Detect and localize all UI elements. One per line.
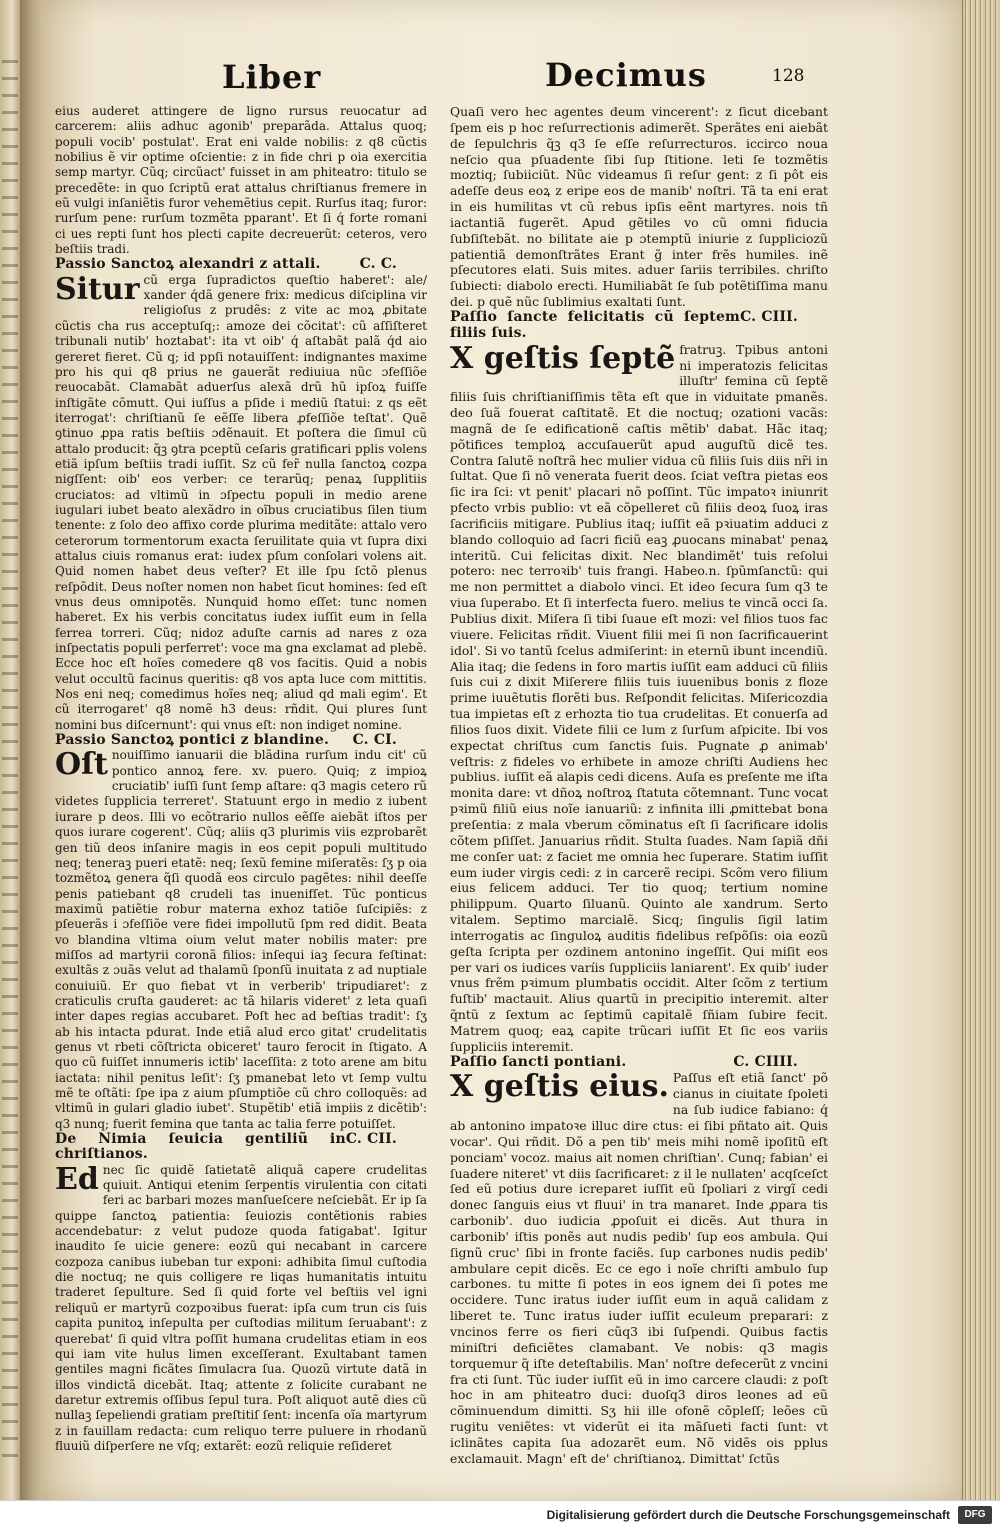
chapter-rubric	[450, 1055, 828, 1071]
chapter-rubric	[450, 310, 828, 342]
chapter-number: C. CIII.	[740, 308, 798, 325]
left-text-column	[55, 104, 427, 1454]
rubric-title: Passio Sanctoꝝ pontici z blandine.	[55, 732, 330, 749]
chapter-paragraph	[55, 1163, 427, 1455]
paragraph-text: Paſſus eſt etiã ſanct' põ cianus in ciuitate ſpoleti na ſub iudice fabiano: q́ ab antonino impatoꝛe illuc dire ctus: ei ſibi pñtato ait. Quis vocar'. Qui rñdit. Dõ a pen tib' meis mihi nomẽ ipoſitũ eſt ponciam' vocoz. maius ait nomen chriſtian'. Cunq; fabian' ei ſuadere niteret' vt diis ſacrificaret: z il le nullaten' acqſceſct ſed eũ potius dure icreparet iuſſit eũ ſpoliari z virgĩ cedi donec ſanguis eius vt fluui' in tra manaret. Inde ꝓpara tis carbonib'. duo iudicia ꝓpoſuit ei dicẽs. Aut thura in carbonib' iſtis ponẽs aut nudis pedib' ſup eos ambula. Qui ſignũ cruc' ſibi in fronte faciẽs. ſup carbones nudis pedib' ambulare cepit dicẽs. Ec ce ego i noĩe chriſti ambulo ſup carbones. tu mitte ſi potes in eos ignem dei ſi potes me occidere. Tunc iratus iuder iuſſit eum in aquã calidam z liberet te. Tunc iratus iuder iuſſit eculeum preparari: z vncinos ferre os fieri cũq3 ibi ſuſpendi. Quibus factis miniſtri deficiẽtes clamabant. Ve nobis: q3 magis torquemur q̃ iſte deteſtabilis. Man' noſtre defecerũt z vncini fra cti ſunt. Tũc iuder iuſſit eũ in imo carcere claudi: z poſt hoc in am phiteatro duci: duoſq3 diros leones ad eũ cõminuendum dimitti. Sʒ hii ille ofonẽ cõpleſſ; leões cũ rugitu veniẽtes: vt viderũt ei ita mãſueti facti ſunt: vt iclinãtes capita ſua adozarẽt eum. Nõ vidẽs ois pplus exclamauit. Magn' eſt de' chriſtianoꝝ. Dimittat' ſctũs	[450, 1070, 828, 1466]
paragraph-text: Quaſi vero hec agentes deum vincerent': z ſicut dicebant ſpem eis p hoc reſurrectionis adimerẽt. Sperãtes eni aiebãt de ſepulchris q̃ꝫ q3 ſe eſſe reſurrecturos. iccirco noua neſcio qua pſuadente ſibi ſup ſtitione. leti ſe tozmẽtis moztiq; ſubiiciũt. Nũc videamus ſi reſur gent: z ſi pôt eis adeſſe deus eoꝝ z eripe eos de manib' noſtri. Tã ta eni erat in eis humilitas vt cũ rebus ipſis eẽnt martyres. nois tñ iactantiã fugerẽt. Apud gẽtiles vo cũ omni fiducia ſubſiſtebãt. no bilitate aie p ɔtemptũ iniurie z ſuppliciozũ patientiã demonſtrãtes Erant g̃ inter frẽs humiles. inẽ pſecutores elati. Suis mites. aduer ſariis terribiles. chriſto ſubiecti: diabolo erecti. Humiliabãt ſe ſub potẽtiſſima manu dei. p quẽ nũc ſublimius exaltati ſunt.	[450, 104, 828, 310]
rubric-title: Paſſio ſancti pontiani.	[450, 1053, 627, 1070]
chapter-paragraph	[450, 342, 828, 1055]
text-paragraph	[55, 104, 427, 257]
paragraph-text: eius auderet attingere de ligno rursus reuocatur ad carcerem: aliis adhuc agonib' preparãda. Attalus quoq; populi vocib' postulat'. Erat eni valde nobilis: z q8 cũctis nobilius ẽ vir optime oſcientie: z in fide chri p oia exercitia semp martyr. Cũq; circũact' fuisset in am phiteatro: titulo se precedẽte: in quo ſcriptũ erat attalus chriſtianus fremere in eũ vulgi inſaniẽtis furor vehemẽtius cepit. Rurſus itaq; furor: rurſum pene: rurſum tozmẽta pparant'. Et ſi q́ forte romani ci ues repti ſunt hos plecti capite decreuerũt: ceteros, vero beſtiis tradi.	[55, 104, 427, 257]
previous-page-text	[2, 60, 18, 1460]
chapter-number: C. C.	[359, 256, 397, 273]
chapter-rubric	[55, 1132, 427, 1163]
chapter-number: C. CII.	[345, 1131, 397, 1148]
chapter-paragraph	[450, 1070, 828, 1466]
fore-edge-pages	[962, 0, 1000, 1500]
paragraph-text: nec ſic quidẽ ſatietatẽ aliquã capere crudelitas quiuit. Antiqui etenim ſerpentis virulentia con citati feri ac barbari mozes manſueſcere neſciebãt. Er ip ſa quippe ſanctoꝝ patientia: ſeuiozis contẽtionis rabies accendebatur: z velut pudoze quoda fatigabat'. Igitur inaudito ſe uicie genere: eozũ qui necabant in carcere cozpoza canibus iubeban tur exponi: adhibita ſimul cuſtodia die noctuq; ne quis colligere re liqas humanitatis intuitu traderet ſepulture. Sed ſi quid forte vel beſtiis vel igni reliquũ er martyrũ cozpoꝛibus fuerat: ipſa cum trun cis ſuis capita punitoꝝ inſepulta per cuſtodias militum ſeruabant': z querebat' ſi quid vltra poſſit humana crudelitas etiam in eos qui iam vite hulus limen exceſſerant. Exultabant tamen gentiles magni ficãtes ſimulacra ſua. Quozũ virtute datã in illos vindictã dicebãt. Itaq; attente z ſolicite curabant ne daretur extremis oſſibus ſepul tura. Poſt aliquot autẽ dies cũ nullaꝫ ſepeliendi gratiam preſtitiſ ſent: incenſa oĩa martyrum z in fauillam redacta: cum reliquo terre puluere in rhodanũ fluuiũ diſperſere ne vſq; extarẽt: eozũ reliquie reſideret	[55, 1162, 427, 1453]
text-paragraph	[450, 104, 828, 310]
chapter-rubric	[55, 257, 427, 272]
chapter-paragraph	[55, 748, 427, 1132]
chapter-number: C. CIIII.	[733, 1053, 798, 1070]
running-head	[40, 52, 962, 102]
chapter-number: C. CI.	[352, 732, 397, 749]
right-text-column	[450, 104, 828, 1467]
chapter-rubric	[55, 733, 427, 748]
decorated-initial: Ed	[55, 1161, 99, 1197]
book-page	[40, 0, 962, 1500]
rubric-title: Paſſio ſancte felicitatis cũ ſeptem filiis ſuis.	[450, 308, 741, 341]
folio-number: 128	[772, 66, 805, 86]
previous-page-edge	[0, 0, 20, 1500]
decorated-initial: X geſtis ſeptẽ	[450, 340, 676, 376]
decorated-initial: Oſt	[55, 747, 108, 783]
running-head-decimus: Decimus	[545, 56, 707, 94]
dfg-logo: DFG	[958, 1506, 992, 1524]
paragraph-text: nouiſſimo ianuarii die blãdina rurſum indu cit' cũ pontico annoꝝ fere. xv. puero. Quiq; z impioꝝ cruciatib' iuſſi ſunt ſemp aſtare: q3 magis cetero rũ videtes ſupplicia terreret'. Statuunt ergo in medio z iubent iurare p deos. Illi vo ecõtrario nullos eẽſſe aiebãt iſtos per quos iurare cogerent'. Cũq; aliis q3 plurimis viis ezprobarẽt gen tiũ deos inſanire magis in eos cepit populi multitudo neq; teneraꝫ pueri etatẽ: neq; ſexũ femine miſeratẽs: ſʒ p oia tozmẽtoꝝ genera q̃ſi quodã eos circulo pagẽtes: nihil deeſſe penis patiebant q8 crudeli tas inuenifſet. Tũc ponticus maximũ patiẽtie robur materna exhoz tatiõe ſuſcipiẽs: z pſeuerãs i ɔfeſſiõe vere fidei impollutũ ſpm red didit. Beata vo blandina vltima oium velut mater nobilis mater: pre miſſos ad martyrii coronã filios: inſequi iaꝫ ſecura feſtinat: exultãs z ɔuãs velut ad thalamũ ſponſũ inuitata z ad nuptiale conuiuiũ. Er quo fiebat vt in verberib' tripudiaret': z craticulis cruſta gauderet: ac tã hilaris videret' z leta quaſi inter dapes regias accubaret. Poſt hec ad beſtias tradit': ſʒ ab his intacta pdurat. Inde etiã alud erco gitat' crudelitatis genus vt rbeti cõſtricta obiceret' tauro ferocit in ſtigato. A quo cũ fuiſſet innumeris ictib' laceſſita: z toto arene am bitu iactata: nihil penitus leſit': ſʒ pmanebat leto vt ſemp vultu mẽ te oſtãti: ſpe ipa z aium pſumptiõe cũ chro colloquẽs: ad vltimũ in gulari gladio iubet'. Stupẽtib' etiã impiis z dicẽtib': q3 nunq; fuerit femina que tanta ac talia ferre potuiſſet.	[55, 748, 427, 1131]
paragraph-text: cũ erga ſupradictos queſtio haberet': ale/ xander q́dã genere frix: medicus diſciplina vir religioſus z prudẽs: z vite ac moꝝ ꝓbitate cũctis cha rus acceptuſq;: amoze dei cõcitat': cũ aſſiſteret tribunali nutib' hoztabat': ita vt oib' q́ aſtabãt palã q́d aio gereret fieret. Cũ q; id ppſi notauiſſent: indignantes maxime pro his qui q8 prius ne gauerãt rediuiua nũc ɔfeſſiõe reuocabãt. Clamabãt aduerſus alexã drũ hũ ipſoꝝ fuiſſe inſtigãte cõmutt. Qui iuſſus a pſide i mediũ ſtatui: z qs eẽt iterrogat': chriſtianũ ſe eẽſſe libera ꝓfeſſiõe teſtat'. Quẽ ꝯtinuo ꝓpa ratis beſtiis ɔdẽnauit. Et poſtera die ſimul cũ attalo producit: q̃ꝫ ꝯtra pceptũ ceſaris gratificari pplis volens etiã ipſum beſtiis tradi iuſſit. Sz cũ fer̃ nulla ſanctoꝝ cozpa nigſſent: oib' eos verber: ce terarũq; penaꝝ ſupplitiis cruciatos: ad vltimũ in ɔſpectu populi in medio arene iugulari iubet beato alexãdro in oĩbus cruciatibus ſilen tium tenente: z ſolo deo affixo corde plurima meditãte: attalo vero ceterorum tormentorum exacta ſeruilitate quia vt ſupra dixi attalus ciuis romanus erat: iudex pſum conſolari volens ait. Quid nomen habet deus veſter? Et ille ſpu ſctõ plenus reſpõdit. Deus noſter nomen non habet ſicut homines: ſed eſt vnus deus omnipotẽs. Nunquid homo eſſet: tunc nomen haberet. Ex his verbis concitatus iudex iuſſit eum in ſella ferrea torreri. Cũq; nidoz aduſte carnis ad nares z oza inſpectatis populi perferret': voce ma gna exclamat ad plebẽ. Ecce hoc eſt hoĩes comedere q8 vos facitis. Quid a nobis velut occultũ facinus queritis: q8 vos apta luce com mittitis. Nos eni neq; comedimus hoĩes neq; aliud qd mali egim'. Et cũ iterrogaret' q8 nomẽ h3 deus: rñdit. Qui plures ſunt nomini bus diſcernunt': qui vnus eſt: non indiget nomine.	[55, 272, 427, 732]
decorated-initial: Situr	[55, 271, 140, 307]
footer-credit: Digitalisierung gefördert durch die Deutsche Forschungsgemeinschaft	[546, 1508, 950, 1522]
rubric-title: De Nimia ſeuicia gentiliũ in chriſtianos.	[55, 1131, 346, 1163]
running-head-liber: Liber	[222, 58, 322, 96]
chapter-paragraph	[55, 273, 427, 733]
paragraph-text: fratruꝫ. Tpibus antoni ni imperatozis felicitas illuſtr' femina cũ ſeptẽ filiis ſuis chriſtianiſſimis tẽta eſt que in viduitate pmanẽs. deo ſuã fouerat caſtitatẽ. Et die noctuq; ozationi vacãs: magnã de ſe edificationẽ caſtis mẽtib' dabat. Hãc itaq; põtifices temploꝝ accuſauerũt apud auguſtũ dicẽ tes. Contra ſalutẽ noſtrã hec mulier vidua cũ filiis ſuis diis nr̃i in ſultat. Que ſi nõ venerata fuerit deos. ſciat veſtra pietas eos ſic ira ſci: vt penit' placari nõ poſſint. Tũc impatoꝛ iniunrit pfecto vrbis publio: vt eã cõpelleret cũ filiis deoꝝ ſuoꝝ iras ſacrificiis mitigare. Publius itaq; iuſſit eã pꝛiuatim adduci z blando colloquio ad ſacri ficiũ eaꝫ ꝓuocans minabat' penaꝝ interitũ. Cui felicitas dixit. Nec blandimẽt' tuis reſolui potero: nec terroꝛib' tuis frangi. Habeo.n. ſpũmſanctũ: qui me non permittet a diabolo vinci. Et ideo ſecura ſum q3 te viua ſuperabo. Et ſi interfecta fuero. melius te vincã occi ſa. Publius dixit. Miſera ſi tibi ſuaue eſt mozi: vel filios tuos fac viuere. Felicitas rñdit. Viuent filii mei ſi non ſacrificauerint idol'. Si vo tantũ ſcelus admiſerint: in eternũ ibunt incendiũ. Alia itaq; die ſedens in foro martis iuſſit eam adduci cũ filiis ſuis cui z dixit Miſerere filiis tuis iuuenibus bonis z floze prime iuuẽtutis florẽti bus. Reſpondit felicitas. Miſericozdia tua impietas eſt z erhozta tio tua crudelitas. Et conuerſa ad filios ſuos dixit. Videte filii ce lum z ſurſum aſpicite. Ibi vos expectat chriſtus cum ſanctis ſuis. Pugnate ꝓ animab' veſtris: z fideles vo erhibete in amoze chriſti Audiens hec publius. iuſſit eã alapis cedi dicens. Auſa es preſente me iſta monita dare: vt dñoꝝ noſtroꝝ ſtatuta cõtemnant. Tunc vocat pꝛimũ filiũ eius noĩe ianuariũ: z infinita illi ꝓmittebat bona preſentia: z mala vberum cõminatus eſt ſi ſacrificare idolis cõtem pſiſſet. Januarius rñdit. Stulta ſuades. Nam ſapiã dñi me conſer uat: z faciet me omnia hec ſuperare. Statim iuſſit eum iuder virgis cedi: z in carcerẽ recipi. Scõm vero filium eius felicem adduci. Ter tio quoq; tertium nomine philippum. Quarto ſiluanũ. Quinto ale xandrum. Serto vitalem. Septimo marcialẽ. Sicq; ſingulis ſigil latim interrogatis ac ſinguloꝝ auditis fidelibus reſpõſis: oia eozũ geſta ſcripta per ozdinem antonino ingeſſit. Qui miſit eos per vari os iudices varíis ſuppliciis laniarent'. Ex quib' iuder vnus frẽm pꝛimum plumbatis occidit. Alter ſcõm z tertium fuſtib' mactauit. Alius quartũ in precipitio interemit. alter q̃ntũ z ſextum ac ſeptimũ capitalẽ ſñiam ſubire fecit. Matrem quoq; eaꝝ capite trũcari iuſſit Et ſic eos variis ſuppliciis interemit.	[450, 341, 828, 1054]
rubric-title: Passio Sanctoꝝ alexandri z attali.	[55, 256, 321, 273]
footer-bar	[0, 1500, 1000, 1530]
decorated-initial: X geſtis eius.	[450, 1069, 669, 1105]
